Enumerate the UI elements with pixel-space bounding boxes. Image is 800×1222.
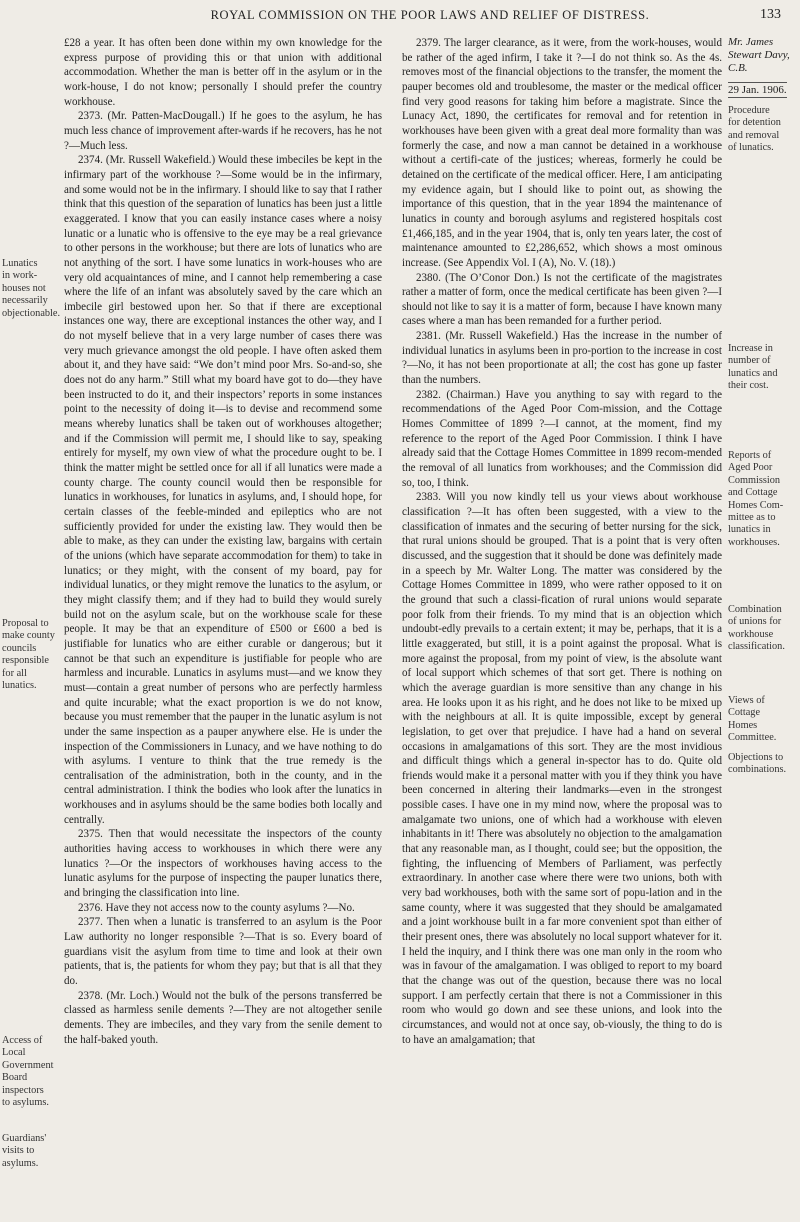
- paragraph: 2378. (Mr. Loch.) Would not the bulk of the persons transferred be classed as harmless senile dements ?—They are not altogether senile dements. They are imbeciles, and they vary from the senile dement to the half-baked youth.: [64, 989, 382, 1046]
- margin-note-right: Reports of Aged Poor Commission and Cottage Homes Com- mittee as to lunatics in workhouses.: [728, 450, 784, 548]
- margin-note-left: Lunatics in work- houses not necessarily objectionable.: [2, 258, 60, 319]
- paragraph: 2377. Then when a lunatic is transferred to an asylum is the Poor Law authority no longer responsible ?—That is so. Every board of guardians visit the asylum from time to time and look at their own patients, that is, the patients for whom they pay; but that is all that they do.: [64, 916, 382, 987]
- margin-note-right: Increase in number of lunatics and their cost.: [728, 343, 778, 392]
- witness-date: 29 Jan. 1906.: [728, 84, 787, 96]
- page-number: 133: [760, 7, 781, 22]
- paragraph: 2382. (Chairman.) Have you anything to say with regard to the recommendations of the Aged Poor Com-mission, and the Cottage Homes Committee of 1899 ?—I cannot, at the moment, find my reference to the report of the Aged Poor Commission. I think I have already said that the Cottage Homes Committee in 1899 recom-mended the removal of all lunatics from workhouses; and the Commission did so, too, I think.: [402, 388, 722, 489]
- margin-note-right: Combination of unions for workhouse classification.: [728, 604, 785, 653]
- right-column: [402, 36, 722, 1218]
- paragraph: 2381. (Mr. Russell Wakefield.) Has the increase in the number of individual lunatics in asylums been in pro-portion to the increase in cost ?—No, it has not been proportionate at all; the cost has gone up faster than the numbers.: [402, 330, 722, 387]
- running-header: ROYAL COMMISSION ON THE POOR LAWS AND RELIEF OF DISTRESS.: [210, 8, 650, 22]
- margin-note-right: Objections to combinations.: [728, 752, 787, 776]
- paragraph: 2373. (Mr. Patten-MacDougall.) If he goes to the asylum, he has much less chance of improvement after-wards if he recovers, has he not ?—Much less.: [64, 110, 382, 152]
- paragraph: 2374. (Mr. Russell Wakefield.) Would these imbeciles be kept in the infirmary part of the workhouse ?—Some would be in the infirmary, and some would not be in the infirmary. I should like to say that I rather think that this question of the separation of lunatics has been just a little exaggerated. I know that you can easily instance cases where a noisy lunatic or a lunatic who is offensive to the eye may be a real grievance to other persons in the workhouse; but there are lots of lunatics who are not anything of the sort. I have some lunatics in work-houses who are very old acquaintances of mine, and I cannot help remembering a case where the life of an infant was absolutely saved by the care which an imbecile girl bestowed upon her. So that if there are exceptional instances one way, there are exceptional instances the other way, and I do not myself believe that in a very large number of cases there was very much grievance amongst the old people. I have often asked them about it, and they have said: “We don’t mind poor Mrs. So-and-so, she does not do any harm.” Still what my board have got to do—they have been instructed to do it, and their inspectors’ reports in some instances point to the necessity of doing it—is to devise and recommend some means whereby lunatics shall be taken out of workhouses altogether; and if the Commission will permit me, I should like to say, speaking entirely for myself, my own view of what the procedure ought to be. I think the matter might be settled once for all if all lunatics were made a county charge. The county council would then be responsible for lunatics in workhouses, for lunatics in asylums, and, I should hope, for certain classes of the feeble-minded and epileptics who are not sufficiently provided for under the existing law. They would then be able to make, as they can under the existing law, bargains with certain of the unions (which have separate accommodation for them) to take in lunatics; or they might, with the consent of my board, pay for individual lunatics, or they might remove the lunatics to the asylum, or they might classify them; and if they had to build they would surely build not on the asylum scale, but on the workhouse scale for these people. It may be that an expenditure of £500 or £600 a bed is justifiable for lunatics who are either curable or dangerous; but it cannot be that such an expenditure is justifiable for people who are harmless and incurable. Lunatics in asylums must—and we know they must—contain a great number of persons who are perfectly harmless and quite incurable; what the exact proportion is we do not know, because you must remember that the pauper in the lunatic asylum is not under the same inspection as a pauper anywhere else. He is under the inspection of the Commissioners in Lunacy, and we have nothing to do with asylums. I venture to think that the true remedy is the centralisation of the administration, both in the county, and in the central administration. I think the bodies who look after the lunatics in workhouses and in asylums should be the same bodies both locally and centrally.: [64, 154, 382, 826]
- paragraph: 2379. The larger clearance, as it were, from the work-houses, would be rather of the aged infirm, I take it ?—I do not think so. As the 4s. removes most of the financial objections to the transfer, the moment the pauper becomes old and troublesome, the master or the medical officer find very good reasons for taking him before a magistrate. Since the Lunacy Act, 1890, the certificates for removal and for retention in workhouses have been given with a great deal more formality than was formerly the case, and now a man cannot be detained in a workhouse without a certifi-cate of the justices; whereas, formerly he could be detained on the certificate of the medical officer. Here, I am anticipating my evidence again, but I should like to point out, as showing the importance of this question, that in the year 1894 the maintenance of lunatics in county and borough asylums and registered hospitals cost £1,466,185, and in the year 1904, that is, only ten years later, the cost of maintenance amounted to £2,286,652, which shows a most ominous increase. (See Appendix Vol. I (A), No. V. (18).): [402, 37, 722, 269]
- paragraph: 2380. (The O’Conor Don.) Is not the certificate of the magistrates rather a matter of form, once the medical certificate has been given ?—I should not like to say it is a matter of form, because I have known many cases where a man has been remanded for a further period.: [402, 271, 722, 328]
- paragraph: 2383. Will you now kindly tell us your views about workhouse classification ?—It has often been suggested, with a view to the classification of inmates and the securing of better nursing for the sick, that rural unions should be grouped. That is a point that is very often discussed, and the suggestion that it should be done was definitely made in a speech by Mr. Walter Long. The matter was considered by the Cottage Homes Committee in 1899, who were rather opposed to it on the ground that such a classi-fication of rural unions would separate poor folk from their friends. To my mind that is an objection which undoubt-edly prevails to a certain extent; it may be, perhaps, that it is a little exaggerated, but still, it is a point against the proposal. What is more against the proposal, from my point of view, is the absolute want of local support which schemes of that sort get. There is nothing on which the average guardian is more sensitive than any change in his area. He looks upon it as his right, and he does not like to be mixed up with the neighbours at all. It is quite impossible, except by general legislation, to get over that prejudice. I have had a hand on several occasions in amalgamations of this sort. They are the most invidious and difficult things which a general in-spector has to do. Quite old friends would make it a personal matter with you if they think you have been concerned in altering their landmarks—even in the strongest possible cases. I have one in my mind now, where the proposal was to amalgamate two unions, one of which had a workhouse with eleven inhabitants in it! There was absolutely no objection to the amalgamation that any reasonable man, as I thought, could see; but the opposition, the fighting, the influencing of Members of Parliament, was perfectly extraordinary. In another case where there were two unions, both with very bad workhouses, both with the same sort of popu-lation and in the same county, where it was suggested that they should be amalgamated and a joint workhouse built in a far more convenient spot than either of their present ones, there was absolutely no local support whatever for it. I held the inquiry, and I think there was one man only in the room who was in favour of the amalgamation. I was obliged to report to my board that the change was out of the question, because there was no local support. I am perfectly certain that there is not a Commissioner in this room who would go down and see these unions, and look into the circumstances, and would not at once say, ob-viously, the thing to do is to have an amalgamation; that: [402, 491, 722, 1046]
- witness-name: Mr. James Stewart Davy, C.B.: [728, 36, 790, 74]
- paragraph: £28 a year. It has often been done within my own knowledge for the express purpose of providing this or that union with additional accommodation. Whether the man is better off in the asylum or in the work-house, I do not know; personally I should prefer the country workhouse.: [64, 37, 382, 108]
- margin-note-left: Guardians' visits to asylums.: [2, 1133, 47, 1169]
- margin-note-left: Proposal to make county councils responsible for all lunatics.: [2, 618, 55, 692]
- paragraph: 2376. Have they not access now to the county asylums ?—No.: [78, 901, 355, 914]
- margin-note-right: Procedure for detention and removal of lunatics.: [728, 105, 781, 154]
- left-column: [64, 36, 382, 1218]
- margin-note-right: Views of Cottage Homes Committee.: [728, 695, 777, 744]
- paragraph: 2375. Then that would necessitate the inspectors of the county authorities having access to workhouses in which there were any lunatics ?—Or the inspectors of workhouses having access to the lunatic asylums for the purpose of inspecting the pauper lunatics there, and bringing the classification into line.: [64, 828, 382, 900]
- margin-note-left: Access of Local Government Board inspectors to asylums.: [2, 1035, 54, 1109]
